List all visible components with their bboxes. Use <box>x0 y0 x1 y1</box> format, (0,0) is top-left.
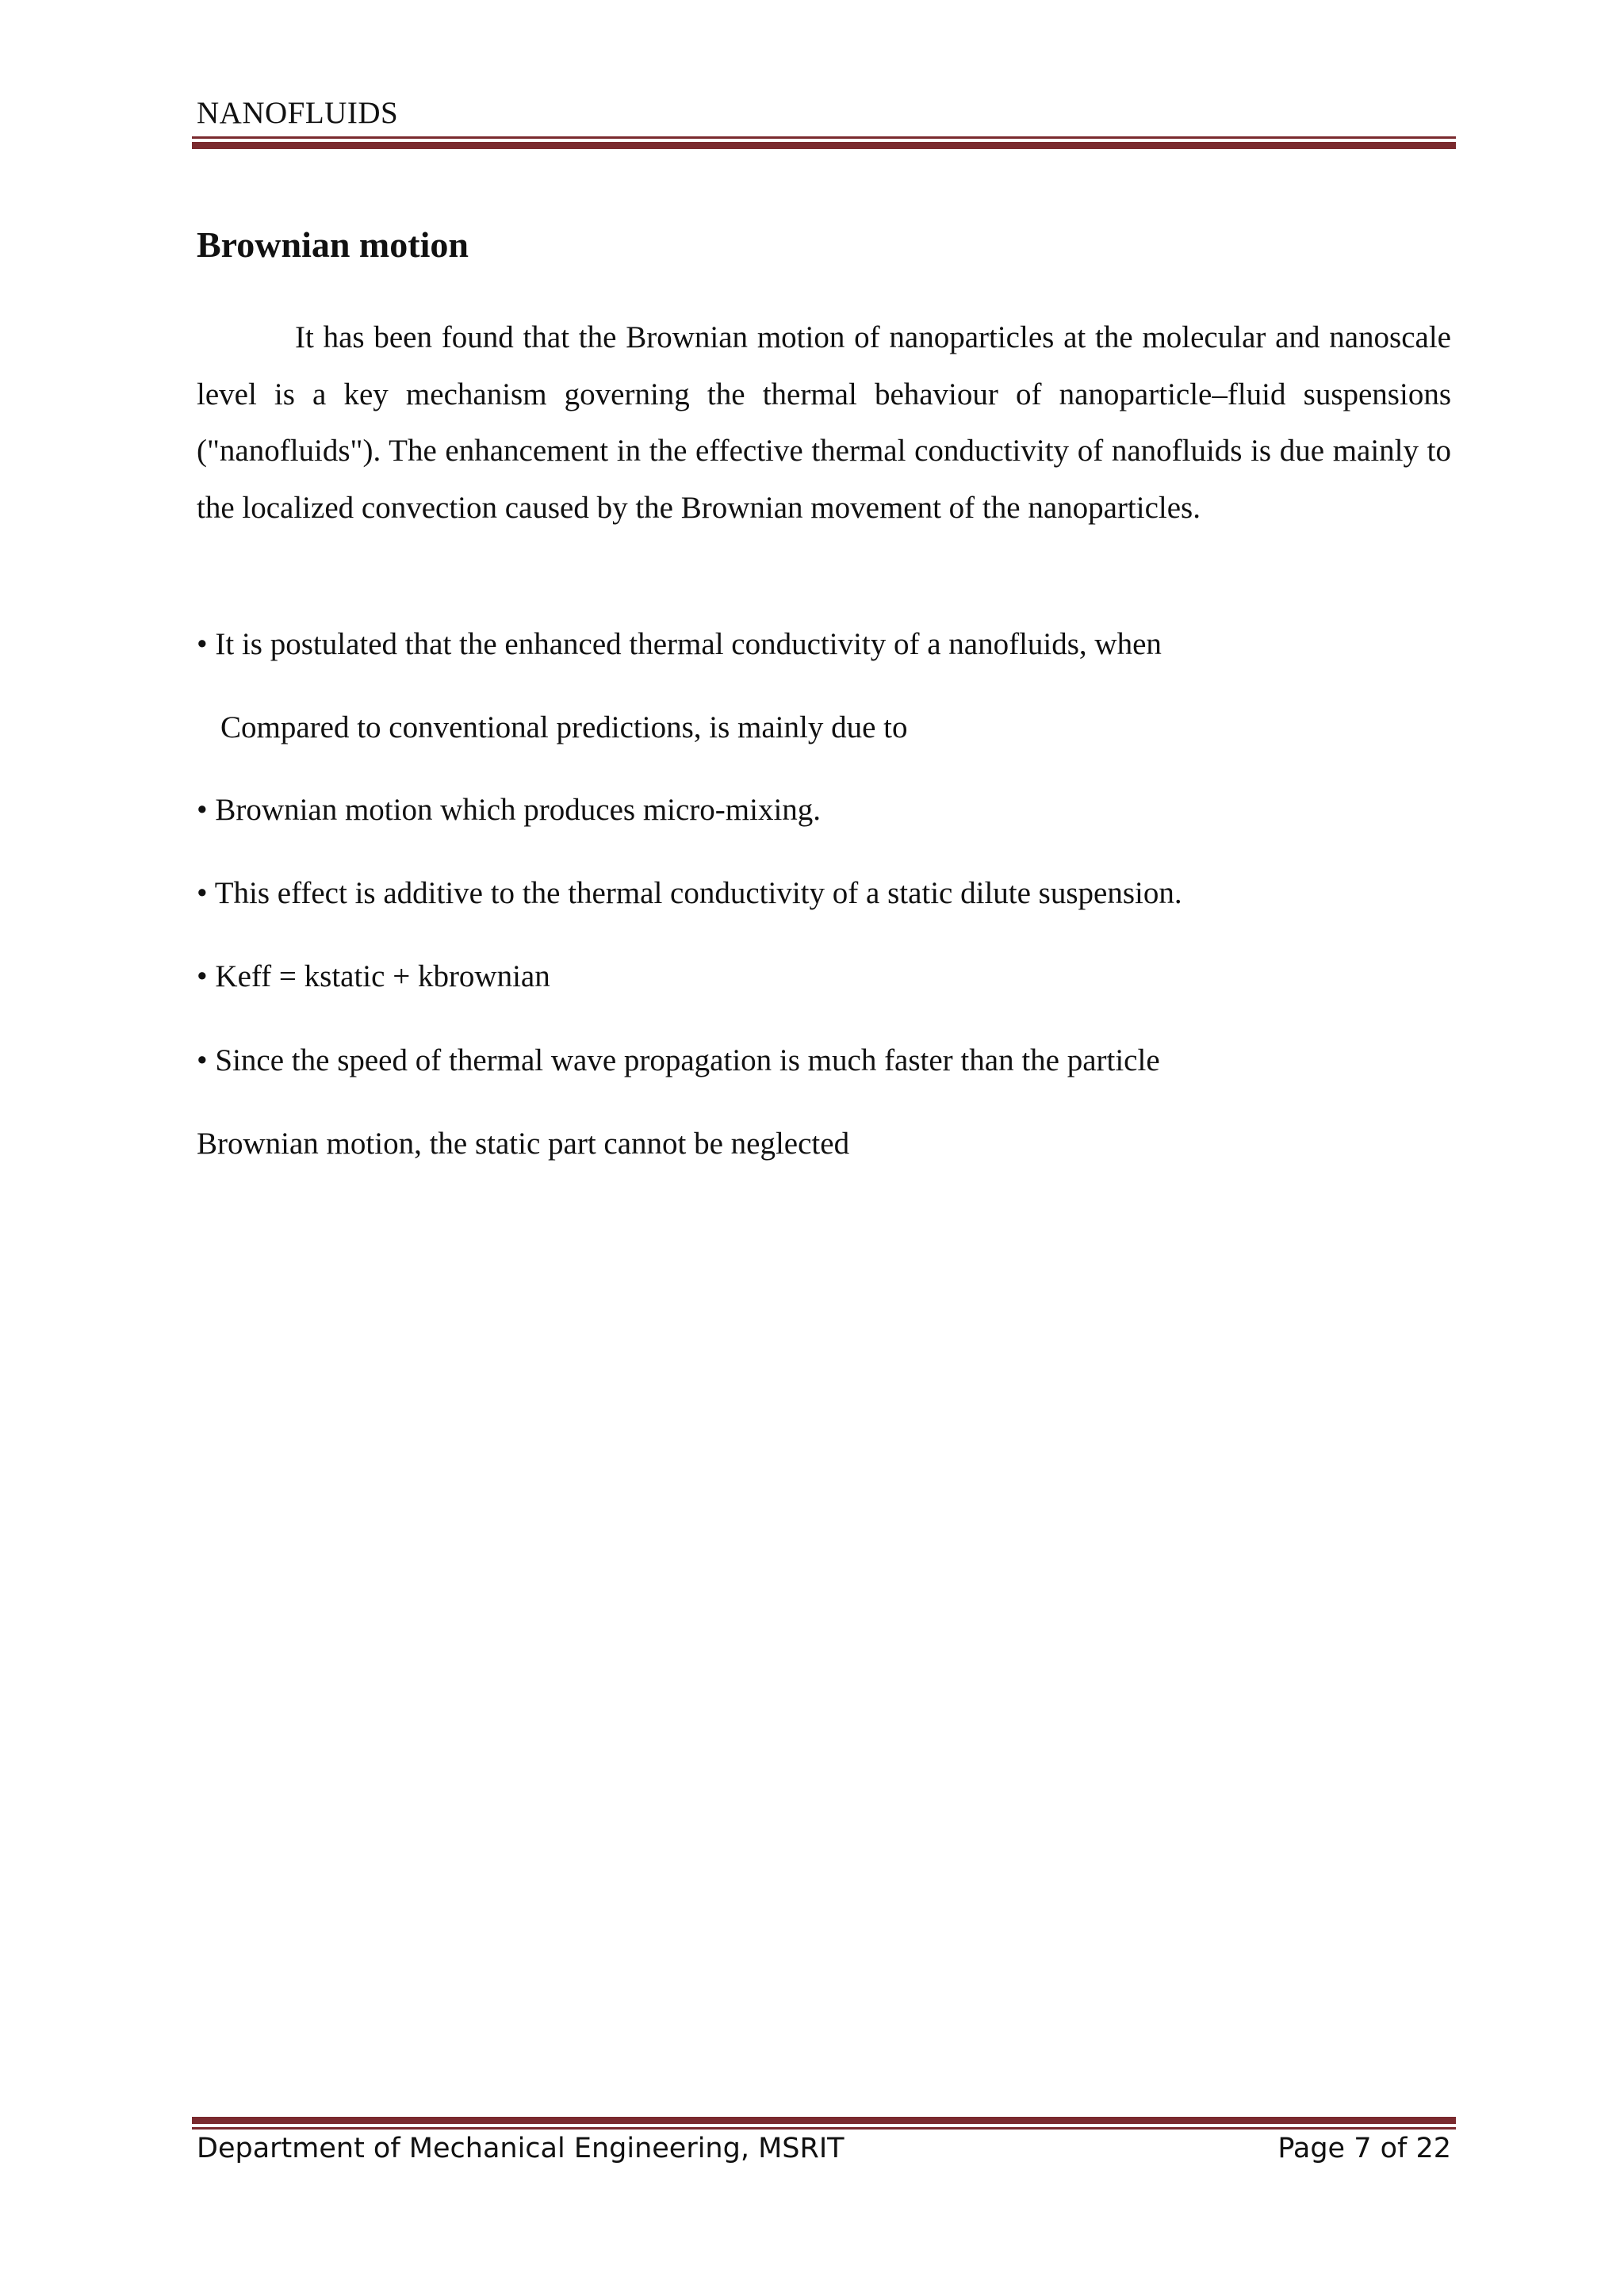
header-rule-thick <box>192 142 1456 149</box>
bullet-line: • It is postulated that the enhanced thermal conductivity of a nanofluids, when <box>197 627 1162 661</box>
bullet-line: • Brownian motion which produces micro-mixing. <box>197 793 822 827</box>
section-heading: Brownian motion <box>197 224 469 265</box>
bullet-line: • Keff = kstatic + kbrownian <box>197 959 550 993</box>
continuation-line: Brownian motion, the static part cannot be neglected <box>197 1127 850 1161</box>
footer-rule-thick <box>192 2117 1456 2124</box>
continuation-line: Compared to conventional predictions, is mainly due to <box>220 710 908 744</box>
bullet-line: • Since the speed of thermal wave propagation is much faster than the particle <box>197 1043 1160 1077</box>
running-header-title: NANOFLUIDS <box>197 96 399 130</box>
footer-department: Department of Mechanical Engineering, MSRIT <box>197 2133 845 2164</box>
footer-rule <box>192 2117 1456 2130</box>
footer-page-number: Page 7 of 22 <box>1277 2133 1451 2164</box>
bullet-line: • This effect is additive to the thermal conductivity of a static dilute suspension. <box>197 876 1182 910</box>
footer-rule-thin <box>192 2127 1456 2130</box>
header-rule <box>192 136 1456 149</box>
intro-paragraph: It has been found that the Brownian motion of nanoparticles at the molecular and nanoscale level is a key mechanism governing the thermal behaviour of nanoparticle–fluid suspensions ("nanofluids"). The enhancement in the effective thermal conductivity of nanofluids is due mainly to the localized convection caused by the Brownian movement of the nanoparticles. <box>197 320 1451 525</box>
